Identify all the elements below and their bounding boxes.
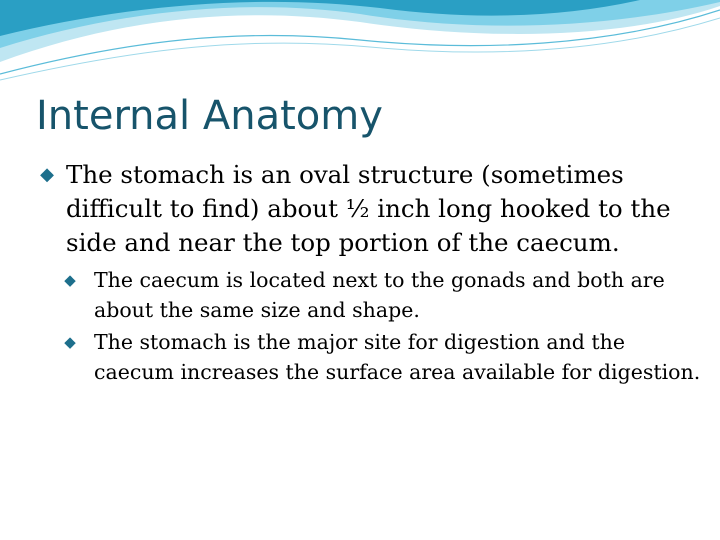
sub-bullet-text: The caecum is located next to the gonads and both are about the same size and shape. xyxy=(94,268,665,322)
slide-body xyxy=(36,158,706,387)
slide-title: Internal Anatomy xyxy=(36,93,383,139)
bullet-diamond-icon: ◆ xyxy=(64,333,76,351)
sub-bullet-item xyxy=(60,328,706,387)
bullet-item xyxy=(36,158,706,260)
sub-bullet-item xyxy=(60,266,706,325)
sub-bullet-text: The stomach is the major site for digestion and the caecum increases the surface area available for digestion. xyxy=(94,330,701,384)
bullet-diamond-icon: ◆ xyxy=(64,271,76,289)
bullet-text: The stomach is an oval structure (sometimes difficult to find) about ½ inch long hooked to the side and near the top portion of the caecum. xyxy=(66,160,671,257)
bullet-diamond-icon: ◆ xyxy=(40,164,54,185)
header-wave-decoration xyxy=(0,0,720,90)
